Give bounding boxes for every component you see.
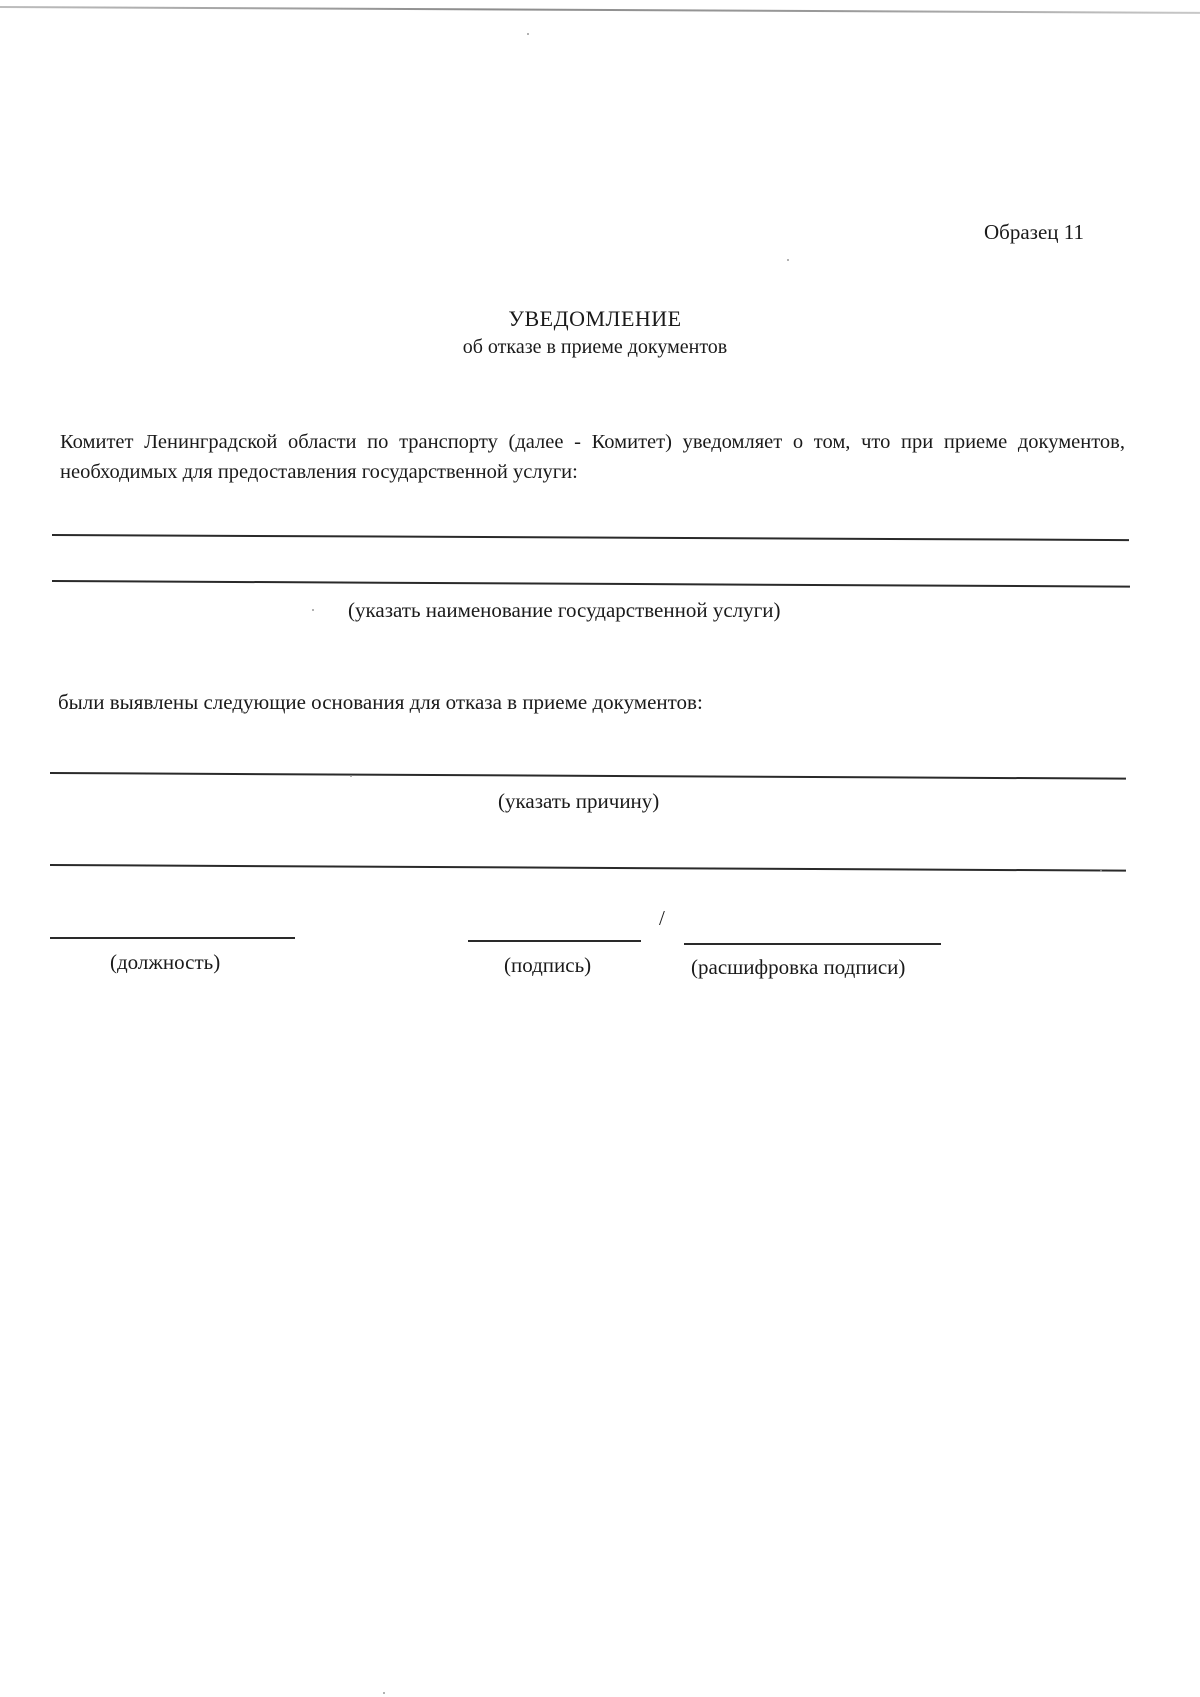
signature-caption: (подпись) (504, 953, 592, 977)
scan-speck (1100, 870, 1102, 872)
scan-speck (383, 1692, 385, 1694)
signature-line (468, 940, 641, 942)
reason-caption: (указать причину) (498, 789, 660, 813)
scan-speck (787, 259, 789, 261)
scan-speck (350, 775, 352, 777)
document-subtitle: об отказе в приеме документов (462, 336, 728, 358)
service-name-line-2 (52, 580, 1130, 587)
sample-label: Образец 11 (984, 220, 1084, 244)
signature-separator: / (659, 906, 665, 930)
reason-line-1 (50, 772, 1126, 779)
position-signature-line (50, 937, 295, 939)
service-name-caption: (указать наименование государственной услуги) (348, 598, 781, 622)
intro-paragraph: Комитет Ленинградской области по транспорту (далее - Комитет) уведомляет о том, что при приеме документов, необходимых для предоставления государственной услуги: (60, 431, 1125, 483)
scan-top-edge (0, 6, 1200, 14)
reasons-paragraph: были выявлены следующие основания для отказа в приеме документов: (58, 690, 703, 714)
name-decoding-caption: (расшифровка подписи) (691, 955, 906, 979)
scan-speck (312, 609, 314, 611)
reason-line-2 (50, 864, 1126, 871)
document-title: УВЕДОМЛЕНИЕ (508, 306, 682, 331)
position-caption: (должность) (110, 950, 221, 974)
name-decoding-line (684, 943, 941, 945)
scan-speck (527, 33, 529, 35)
service-name-line-1 (52, 534, 1129, 541)
